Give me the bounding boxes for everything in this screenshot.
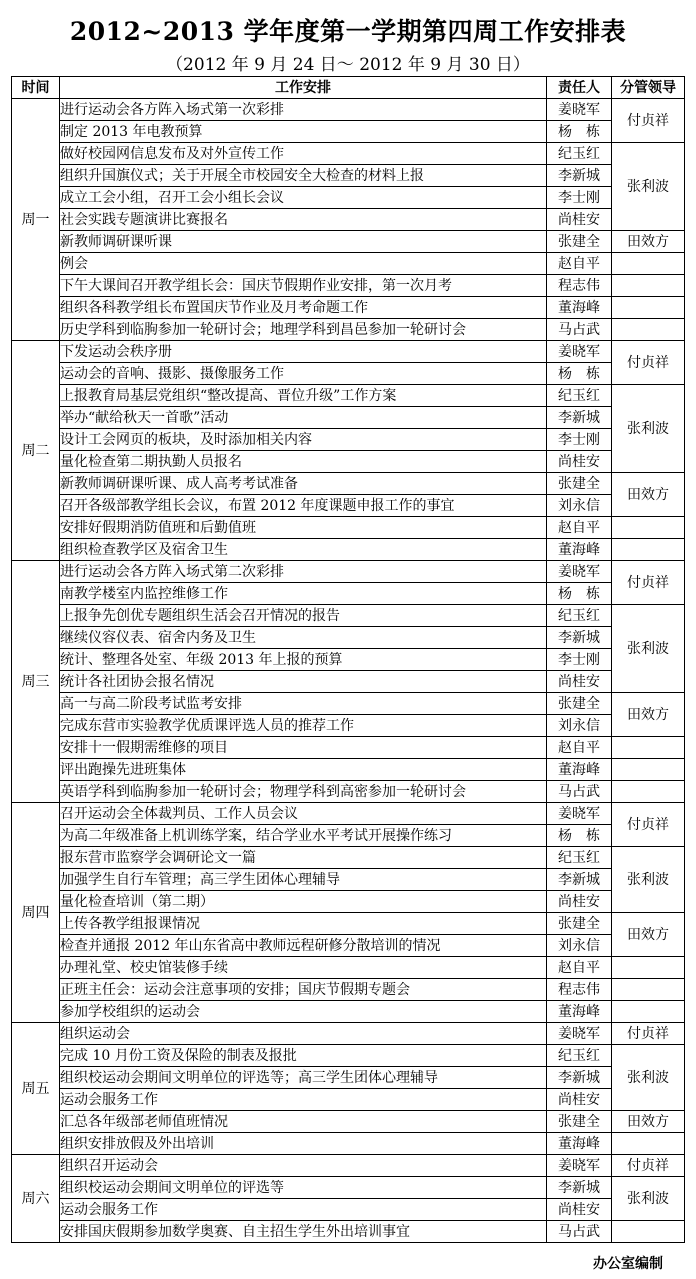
table-row: [12, 297, 685, 319]
table-row: [12, 1221, 685, 1243]
supervising-leader: 付贞祥: [612, 341, 685, 385]
responsible-person: 杨 栋: [547, 825, 612, 847]
task-cell: 历史学科到临朐参加一轮研讨会；地理学科到昌邑参加一轮研讨会: [60, 319, 547, 341]
responsible-person: 马占武: [547, 1221, 612, 1243]
table-row: [12, 1001, 685, 1023]
supervising-leader: 田效方: [612, 473, 685, 517]
task-cell: 运动会服务工作: [60, 1199, 547, 1221]
task-cell: 完成东营市实验教学优质课评选人员的推荐工作: [60, 715, 547, 737]
supervising-leader: [612, 517, 685, 539]
responsible-person: 马占武: [547, 781, 612, 803]
supervising-leader: [612, 1221, 685, 1243]
table-row: [12, 913, 685, 935]
responsible-person: 张建全: [547, 913, 612, 935]
table-row: [12, 693, 685, 715]
responsible-person: 尚桂安: [547, 1199, 612, 1221]
supervising-leader: 田效方: [612, 693, 685, 737]
supervising-leader: [612, 297, 685, 319]
supervising-leader: 张利波: [612, 385, 685, 473]
responsible-person: 尚桂安: [547, 451, 612, 473]
responsible-person: 董海峰: [547, 1133, 612, 1155]
supervising-leader: [612, 253, 685, 275]
task-cell: 评出跑操先进班集体: [60, 759, 547, 781]
table-row: [12, 539, 685, 561]
task-cell: 新教师调研课听课: [60, 231, 547, 253]
supervising-leader: [612, 1133, 685, 1155]
task-cell: 安排十一假期需维修的项目: [60, 737, 547, 759]
responsible-person: 纪玉红: [547, 605, 612, 627]
header-person: 责任人: [547, 77, 612, 99]
task-cell: 上报争先创优专题组织生活会召开情况的报告: [60, 605, 547, 627]
task-cell: 英语学科到临朐参加一轮研讨会；物理学科到高密参加一轮研讨会: [60, 781, 547, 803]
table-row: [12, 781, 685, 803]
supervising-leader: 付贞祥: [612, 561, 685, 605]
task-cell: 为高二年级准备上机训练学案，结合学业水平考试开展操作练习: [60, 825, 547, 847]
task-cell: 加强学生自行车管理；高三学生团体心理辅导: [60, 869, 547, 891]
responsible-person: 李士刚: [547, 429, 612, 451]
table-row: [12, 121, 685, 143]
table-row: [12, 627, 685, 649]
table-row: [12, 737, 685, 759]
task-cell: 设计工会网页的板块，及时添加相关内容: [60, 429, 547, 451]
responsible-person: 董海峰: [547, 539, 612, 561]
task-cell: 组织各科教学组长布置国庆节作业及月考命题工作: [60, 297, 547, 319]
table-row: [12, 891, 685, 913]
table-row: [12, 1111, 685, 1133]
table-row: [12, 1089, 685, 1111]
responsible-person: 马占武: [547, 319, 612, 341]
table-row: [12, 715, 685, 737]
task-cell: 办理礼堂、校史馆装修手续: [60, 957, 547, 979]
responsible-person: 纪玉红: [547, 385, 612, 407]
task-cell: 下午大课间召开教学组长会：国庆节假期作业安排，第一次月考: [60, 275, 547, 297]
supervising-leader: [612, 275, 685, 297]
task-cell: 组织运动会: [60, 1023, 547, 1045]
table-row: [12, 561, 685, 583]
day-label: 周六: [12, 1155, 60, 1243]
responsible-person: 赵自平: [547, 253, 612, 275]
table-row: [12, 275, 685, 297]
header-work: 工作安排: [60, 77, 547, 99]
task-cell: 例会: [60, 253, 547, 275]
table-row: [12, 1133, 685, 1155]
table-header-row: [12, 77, 685, 99]
task-cell: 上报教育局基层党组织“整改提高、晋位升级”工作方案: [60, 385, 547, 407]
supervising-leader: 田效方: [612, 231, 685, 253]
responsible-person: 董海峰: [547, 759, 612, 781]
table-row: [12, 231, 685, 253]
task-cell: 制定 2013 年电教预算: [60, 121, 547, 143]
day-label: 周三: [12, 561, 60, 803]
table-row: [12, 341, 685, 363]
schedule-body: [12, 99, 685, 1243]
table-row: [12, 517, 685, 539]
table-row: [12, 143, 685, 165]
task-cell: 下发运动会秩序册: [60, 341, 547, 363]
task-cell: 组织安排放假及外出培训: [60, 1133, 547, 1155]
task-cell: 完成 10 月份工资及保险的制表及报批: [60, 1045, 547, 1067]
responsible-person: 纪玉红: [547, 143, 612, 165]
table-row: [12, 979, 685, 1001]
supervising-leader: 张利波: [612, 605, 685, 693]
supervising-leader: [612, 539, 685, 561]
responsible-person: 刘永信: [547, 935, 612, 957]
responsible-person: 程志伟: [547, 979, 612, 1001]
responsible-person: 赵自平: [547, 517, 612, 539]
responsible-person: 纪玉红: [547, 1045, 612, 1067]
table-row: [12, 363, 685, 385]
responsible-person: 李新城: [547, 165, 612, 187]
table-row: [12, 1155, 685, 1177]
table-row: [12, 1177, 685, 1199]
page-title: 2012~2013 学年度第一学期第四周工作安排表: [69, 17, 627, 46]
supervising-leader: [612, 737, 685, 759]
table-row: [12, 253, 685, 275]
table-row: [12, 495, 685, 517]
task-cell: 组织召开运动会: [60, 1155, 547, 1177]
responsible-person: 姜晓军: [547, 99, 612, 121]
supervising-leader: 张利波: [612, 143, 685, 231]
table-row: [12, 957, 685, 979]
task-cell: 组织升国旗仪式；关于开展全市校园安全大检查的材料上报: [60, 165, 547, 187]
responsible-person: 杨 栋: [547, 583, 612, 605]
responsible-person: 姜晓军: [547, 1155, 612, 1177]
task-cell: 量化检查第二期执勤人员报名: [60, 451, 547, 473]
task-cell: 检查并通报 2012 年山东省高中教师远程研修分散培训的情况: [60, 935, 547, 957]
supervising-leader: 付贞祥: [612, 99, 685, 143]
task-cell: 召开运动会全体裁判员、工作人员会议: [60, 803, 547, 825]
supervising-leader: 田效方: [612, 913, 685, 957]
responsible-person: 杨 栋: [547, 121, 612, 143]
task-cell: 报东营市监察学会调研论文一篇: [60, 847, 547, 869]
task-cell: 安排国庆假期参加数学奥赛、自主招生学生外出培训事宜: [60, 1221, 547, 1243]
supervising-leader: 田效方: [612, 1111, 685, 1133]
table-row: [12, 759, 685, 781]
table-row: [12, 473, 685, 495]
table-row: [12, 99, 685, 121]
task-cell: 汇总各年级部老师值班情况: [60, 1111, 547, 1133]
table-row: [12, 935, 685, 957]
task-cell: 运动会的音响、摄影、摄像服务工作: [60, 363, 547, 385]
table-row: [12, 1045, 685, 1067]
supervising-leader: 付贞祥: [612, 1155, 685, 1177]
responsible-person: 姜晓军: [547, 1023, 612, 1045]
table-row: [12, 649, 685, 671]
table-row: [12, 451, 685, 473]
day-label: 周二: [12, 341, 60, 561]
supervising-leader: 张利波: [612, 1045, 685, 1111]
task-cell: 召开各级部教学组长会议，布置 2012 年度课题申报工作的事宜: [60, 495, 547, 517]
table-row: [12, 429, 685, 451]
responsible-person: 姜晓军: [547, 341, 612, 363]
table-row: [12, 1067, 685, 1089]
responsible-person: 尚桂安: [547, 1089, 612, 1111]
task-cell: 进行运动会各方阵入场式第二次彩排: [60, 561, 547, 583]
day-label: 周一: [12, 99, 60, 341]
responsible-person: 张建全: [547, 693, 612, 715]
table-row: [12, 407, 685, 429]
header-leader: 分管领导: [612, 77, 685, 99]
responsible-person: 刘永信: [547, 715, 612, 737]
task-cell: 成立工会小组，召开工会小组长会议: [60, 187, 547, 209]
responsible-person: 赵自平: [547, 957, 612, 979]
task-cell: 做好校园网信息发布及对外宣传工作: [60, 143, 547, 165]
responsible-person: 董海峰: [547, 297, 612, 319]
responsible-person: 刘永信: [547, 495, 612, 517]
responsible-person: 张建全: [547, 1111, 612, 1133]
table-row: [12, 583, 685, 605]
supervising-leader: [612, 957, 685, 979]
supervising-leader: [612, 1001, 685, 1023]
responsible-person: 张建全: [547, 473, 612, 495]
task-cell: 高一与高二阶段考试监考安排: [60, 693, 547, 715]
table-row: [12, 319, 685, 341]
supervising-leader: [612, 979, 685, 1001]
supervising-leader: [612, 759, 685, 781]
responsible-person: 杨 栋: [547, 363, 612, 385]
schedule-table: [11, 76, 685, 1243]
table-row: [12, 847, 685, 869]
responsible-person: 李士刚: [547, 187, 612, 209]
supervising-leader: 张利波: [612, 847, 685, 913]
responsible-person: 李新城: [547, 1177, 612, 1199]
task-cell: 安排好假期消防值班和后勤值班: [60, 517, 547, 539]
responsible-person: 李新城: [547, 869, 612, 891]
supervising-leader: 张利波: [612, 1177, 685, 1221]
responsible-person: 李士刚: [547, 649, 612, 671]
supervising-leader: 付贞祥: [612, 1023, 685, 1045]
table-row: [12, 187, 685, 209]
table-row: [12, 671, 685, 693]
responsible-person: 纪玉红: [547, 847, 612, 869]
responsible-person: 赵自平: [547, 737, 612, 759]
task-cell: 统计各社团协会报名情况: [60, 671, 547, 693]
responsible-person: 尚桂安: [547, 209, 612, 231]
task-cell: 上传各教学组报课情况: [60, 913, 547, 935]
task-cell: 量化检查培训（第二期）: [60, 891, 547, 913]
task-cell: 举办“献给秋天一首歌”活动: [60, 407, 547, 429]
task-cell: 组织校运动会期间文明单位的评选等；高三学生团体心理辅导: [60, 1067, 547, 1089]
table-row: [12, 1199, 685, 1221]
responsible-person: 尚桂安: [547, 891, 612, 913]
table-row: [12, 165, 685, 187]
table-row: [12, 1023, 685, 1045]
responsible-person: 董海峰: [547, 1001, 612, 1023]
responsible-person: 程志伟: [547, 275, 612, 297]
table-row: [12, 825, 685, 847]
day-label: 周五: [12, 1023, 60, 1155]
task-cell: 统计、整理各处室、年级 2013 年上报的预算: [60, 649, 547, 671]
footer-compiler: 办公室编制: [593, 1256, 663, 1272]
table-row: [12, 209, 685, 231]
responsible-person: 姜晓军: [547, 561, 612, 583]
responsible-person: 李新城: [547, 1067, 612, 1089]
responsible-person: 姜晓军: [547, 803, 612, 825]
supervising-leader: [612, 781, 685, 803]
responsible-person: 尚桂安: [547, 671, 612, 693]
supervising-leader: 付贞祥: [612, 803, 685, 847]
task-cell: 新教师调研课听课、成人高考考试准备: [60, 473, 547, 495]
table-row: [12, 605, 685, 627]
task-cell: 组织校运动会期间文明单位的评选等: [60, 1177, 547, 1199]
table-row: [12, 385, 685, 407]
task-cell: 正班主任会：运动会注意事项的安排；国庆节假期专题会: [60, 979, 547, 1001]
responsible-person: 李新城: [547, 627, 612, 649]
date-range: （2012 年 9 月 24 日～ 2012 年 9 月 30 日）: [166, 55, 530, 75]
responsible-person: 李新城: [547, 407, 612, 429]
header-time: 时间: [12, 77, 60, 99]
supervising-leader: [612, 319, 685, 341]
table-row: [12, 803, 685, 825]
task-cell: 南教学楼室内监控维修工作: [60, 583, 547, 605]
task-cell: 进行运动会各方阵入场式第一次彩排: [60, 99, 547, 121]
task-cell: 继续仪容仪表、宿舍内务及卫生: [60, 627, 547, 649]
task-cell: 社会实践专题演讲比赛报名: [60, 209, 547, 231]
responsible-person: 张建全: [547, 231, 612, 253]
day-label: 周四: [12, 803, 60, 1023]
task-cell: 参加学校组织的运动会: [60, 1001, 547, 1023]
task-cell: 组织检查教学区及宿舍卫生: [60, 539, 547, 561]
table-row: [12, 869, 685, 891]
task-cell: 运动会服务工作: [60, 1089, 547, 1111]
